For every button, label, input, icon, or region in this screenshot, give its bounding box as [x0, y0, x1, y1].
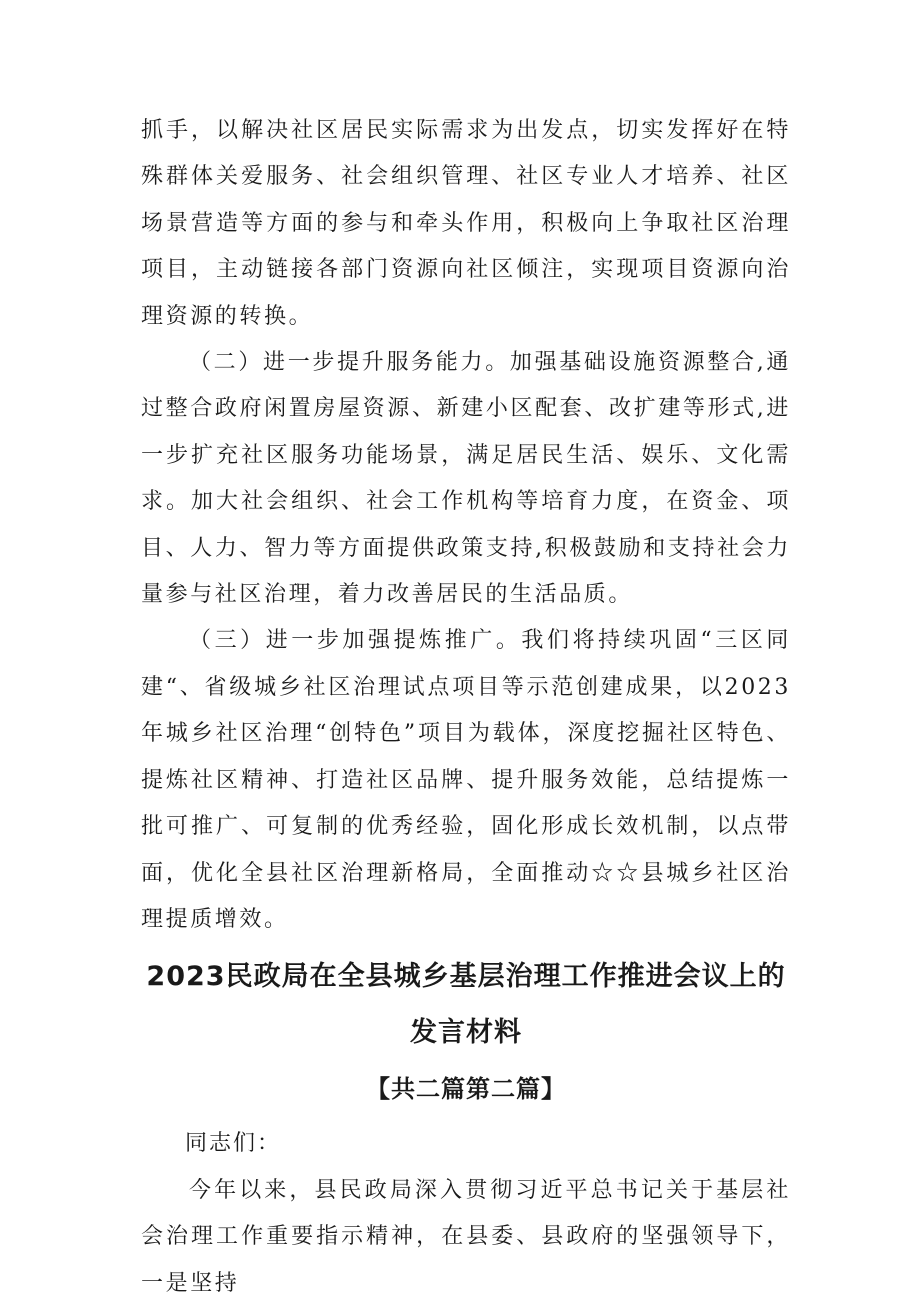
document-page	[141, 108, 791, 1307]
body-paragraph-3: （三）进一步加强提炼推广。我们将持续巩固“三区同建“、省级城乡社区治理试点项目等示范创建成果，以2023年城乡社区治理“创特色”项目为载体，深度挖掘社区特色、提炼社区精神、打造社区品牌、提升服务效能，总结提炼一批可推广、可复制的优秀经验，固化形成长效机制，以点带面，优化全县社区治理新格局，全面推动☆☆县城乡社区治理提质增效。	[141, 628, 791, 932]
body-paragraph-1: 抓手，以解决社区居民实际需求为出发点，切实发挥好在特殊群体关爱服务、社会组织管理、社区专业人才培养、社区场景营造等方面的参与和牵头作用，积极向上争取社区治理项目，主动链接各部门资源向社区倾注，实现项目资源向治理资源的转换。	[141, 118, 791, 329]
document-title-line-2: 发言材料	[410, 1017, 522, 1049]
body-paragraph-2: （二）进一步提升服务能力。加强基础设施资源整合,通过整合政府闲置房屋资源、新建小区配套、改扩建等形式,进一步扩充社区服务功能场景，满足居民生活、娱乐、文化需求。加大社会组织、社会工作机构等培育力度，在资金、项目、人力、智力等方面提供政策支持,积极鼓励和支持社会力量参与社区治理，着力改善居民的生活品质。	[141, 350, 791, 608]
salutation: 同志们：	[185, 1131, 282, 1157]
document-subtitle: 【共二篇第二篇】	[366, 1075, 566, 1104]
document-title-line-1: 2023民政局在全县城乡基层治理工作推进会议上的	[146, 961, 786, 993]
body-paragraph-4: 今年以来，县民政局深入贯彻习近平总书记关于基层社会治理工作重要指示精神，在县委、县政府的坚强领导下，一是坚持	[141, 1177, 791, 1296]
